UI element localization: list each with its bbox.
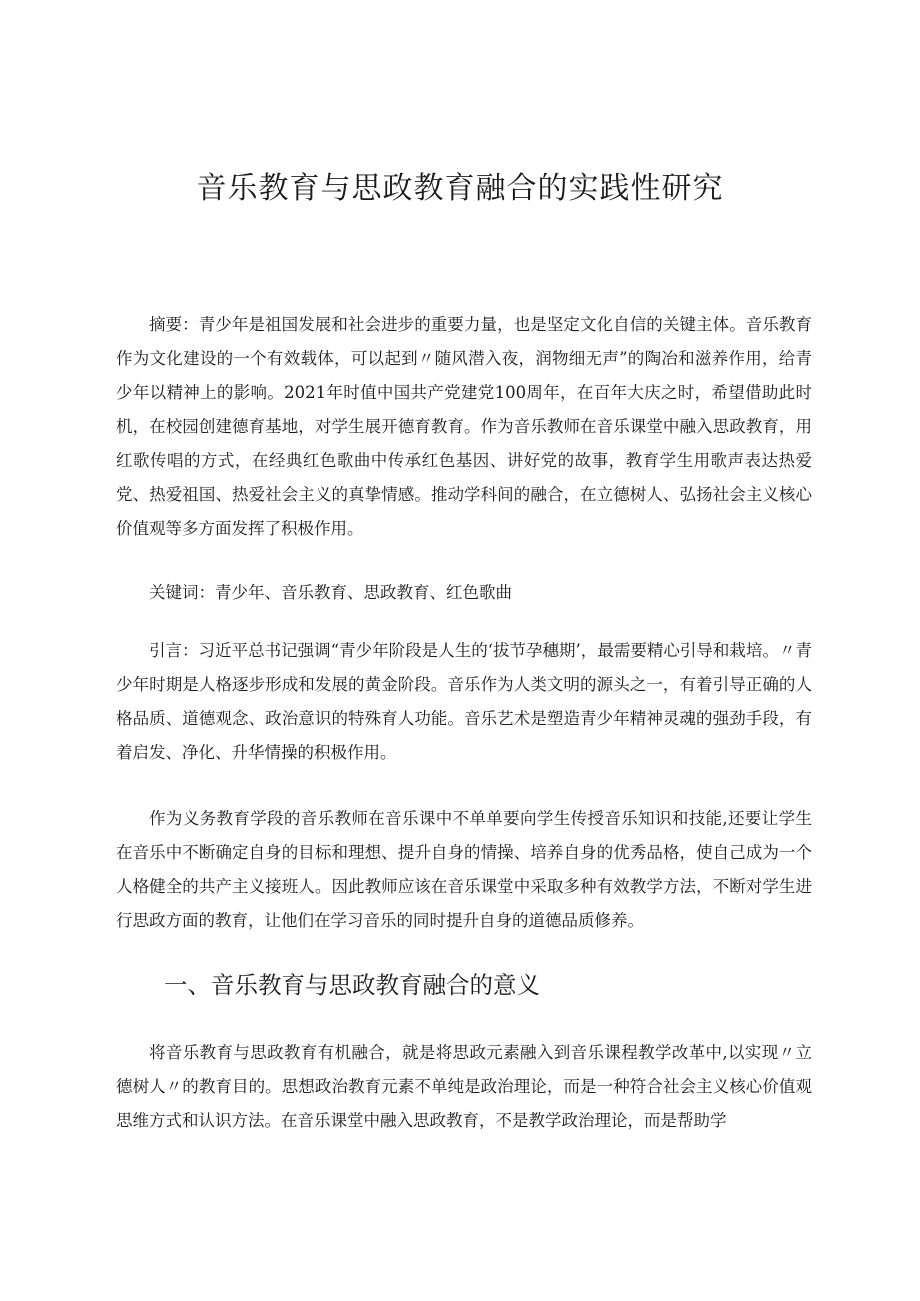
section-heading-1: 一、音乐教育与思政教育融合的意义 xyxy=(164,971,540,999)
abstract-paragraph: 摘要：青少年是祖国发展和社会进步的重要力量，也是坚定文化自信的关键主体。音乐教育作为文化建设的一个有效载体，可以起到〃随风潜入夜，润物细无声”的陶冶和滋养作用，给青少年以精神上的影响。2021年时值中国共产党建党100周年，在百年大庆之时，希望借助此时机，在校园创建德育基地，对学生展开德育教育。作为音乐教师在音乐课堂中融入思政教育，用红歌传唱的方式，在经典红色歌曲中传承红色基因、讲好党的故事，教育学生用歌声表达热爱党、热爱祖国、热爱社会主义的真挚情感。推动学科间的融合，在立德树人、弘扬社会主义核心价值观等多方面发挥了积极作用。 xyxy=(116,315,812,538)
document-title: 音乐教育与思政教育融合的实践性研究 xyxy=(196,171,724,206)
section-1-paragraph: 将音乐教育与思政教育有机融合，就是将思政元素融入到音乐课程教学改革中,以实现〃立德树人〃的教育目的。思想政治教育元素不单纯是政治理论，而是一种符合社会主义核心价值观思维方式和认识方法。在音乐课堂中融入思政教育，不是教学政治理论，而是帮助学 xyxy=(116,1043,812,1130)
teacher-paragraph: 作为义务教育学段的音乐教师在音乐课中不单单要向学生传授音乐知识和技能,还要让学生在音乐中不断确定自身的目标和理想、提升自身的情操、培养自身的优秀品格，使自己成为一个人格健全的共产主义接班人。因此教师应该在音乐课堂中采取多种有效教学方法，不断对学生进行思政方面的教育，让他们在学习音乐的同时提升自身的道德品质修养。 xyxy=(116,809,812,930)
keywords-paragraph: 关键词：青少年、音乐教育、思政教育、红色歌曲 xyxy=(149,583,512,602)
introduction-paragraph: 引言：习近平总书记强调“青少年阶段是人生的‘拔节孕穗期’，最需要精心引导和栽培。〃青少年时期是人格逐步形成和发展的黄金阶段。音乐作为人类文明的源头之一，有着引导正确的人格品质、道德观念、政治意识的特殊育人功能。音乐艺术是塑造青少年精神灵魂的强劲手段，有着启发、净化、升华情操的积极作用。 xyxy=(116,641,812,762)
